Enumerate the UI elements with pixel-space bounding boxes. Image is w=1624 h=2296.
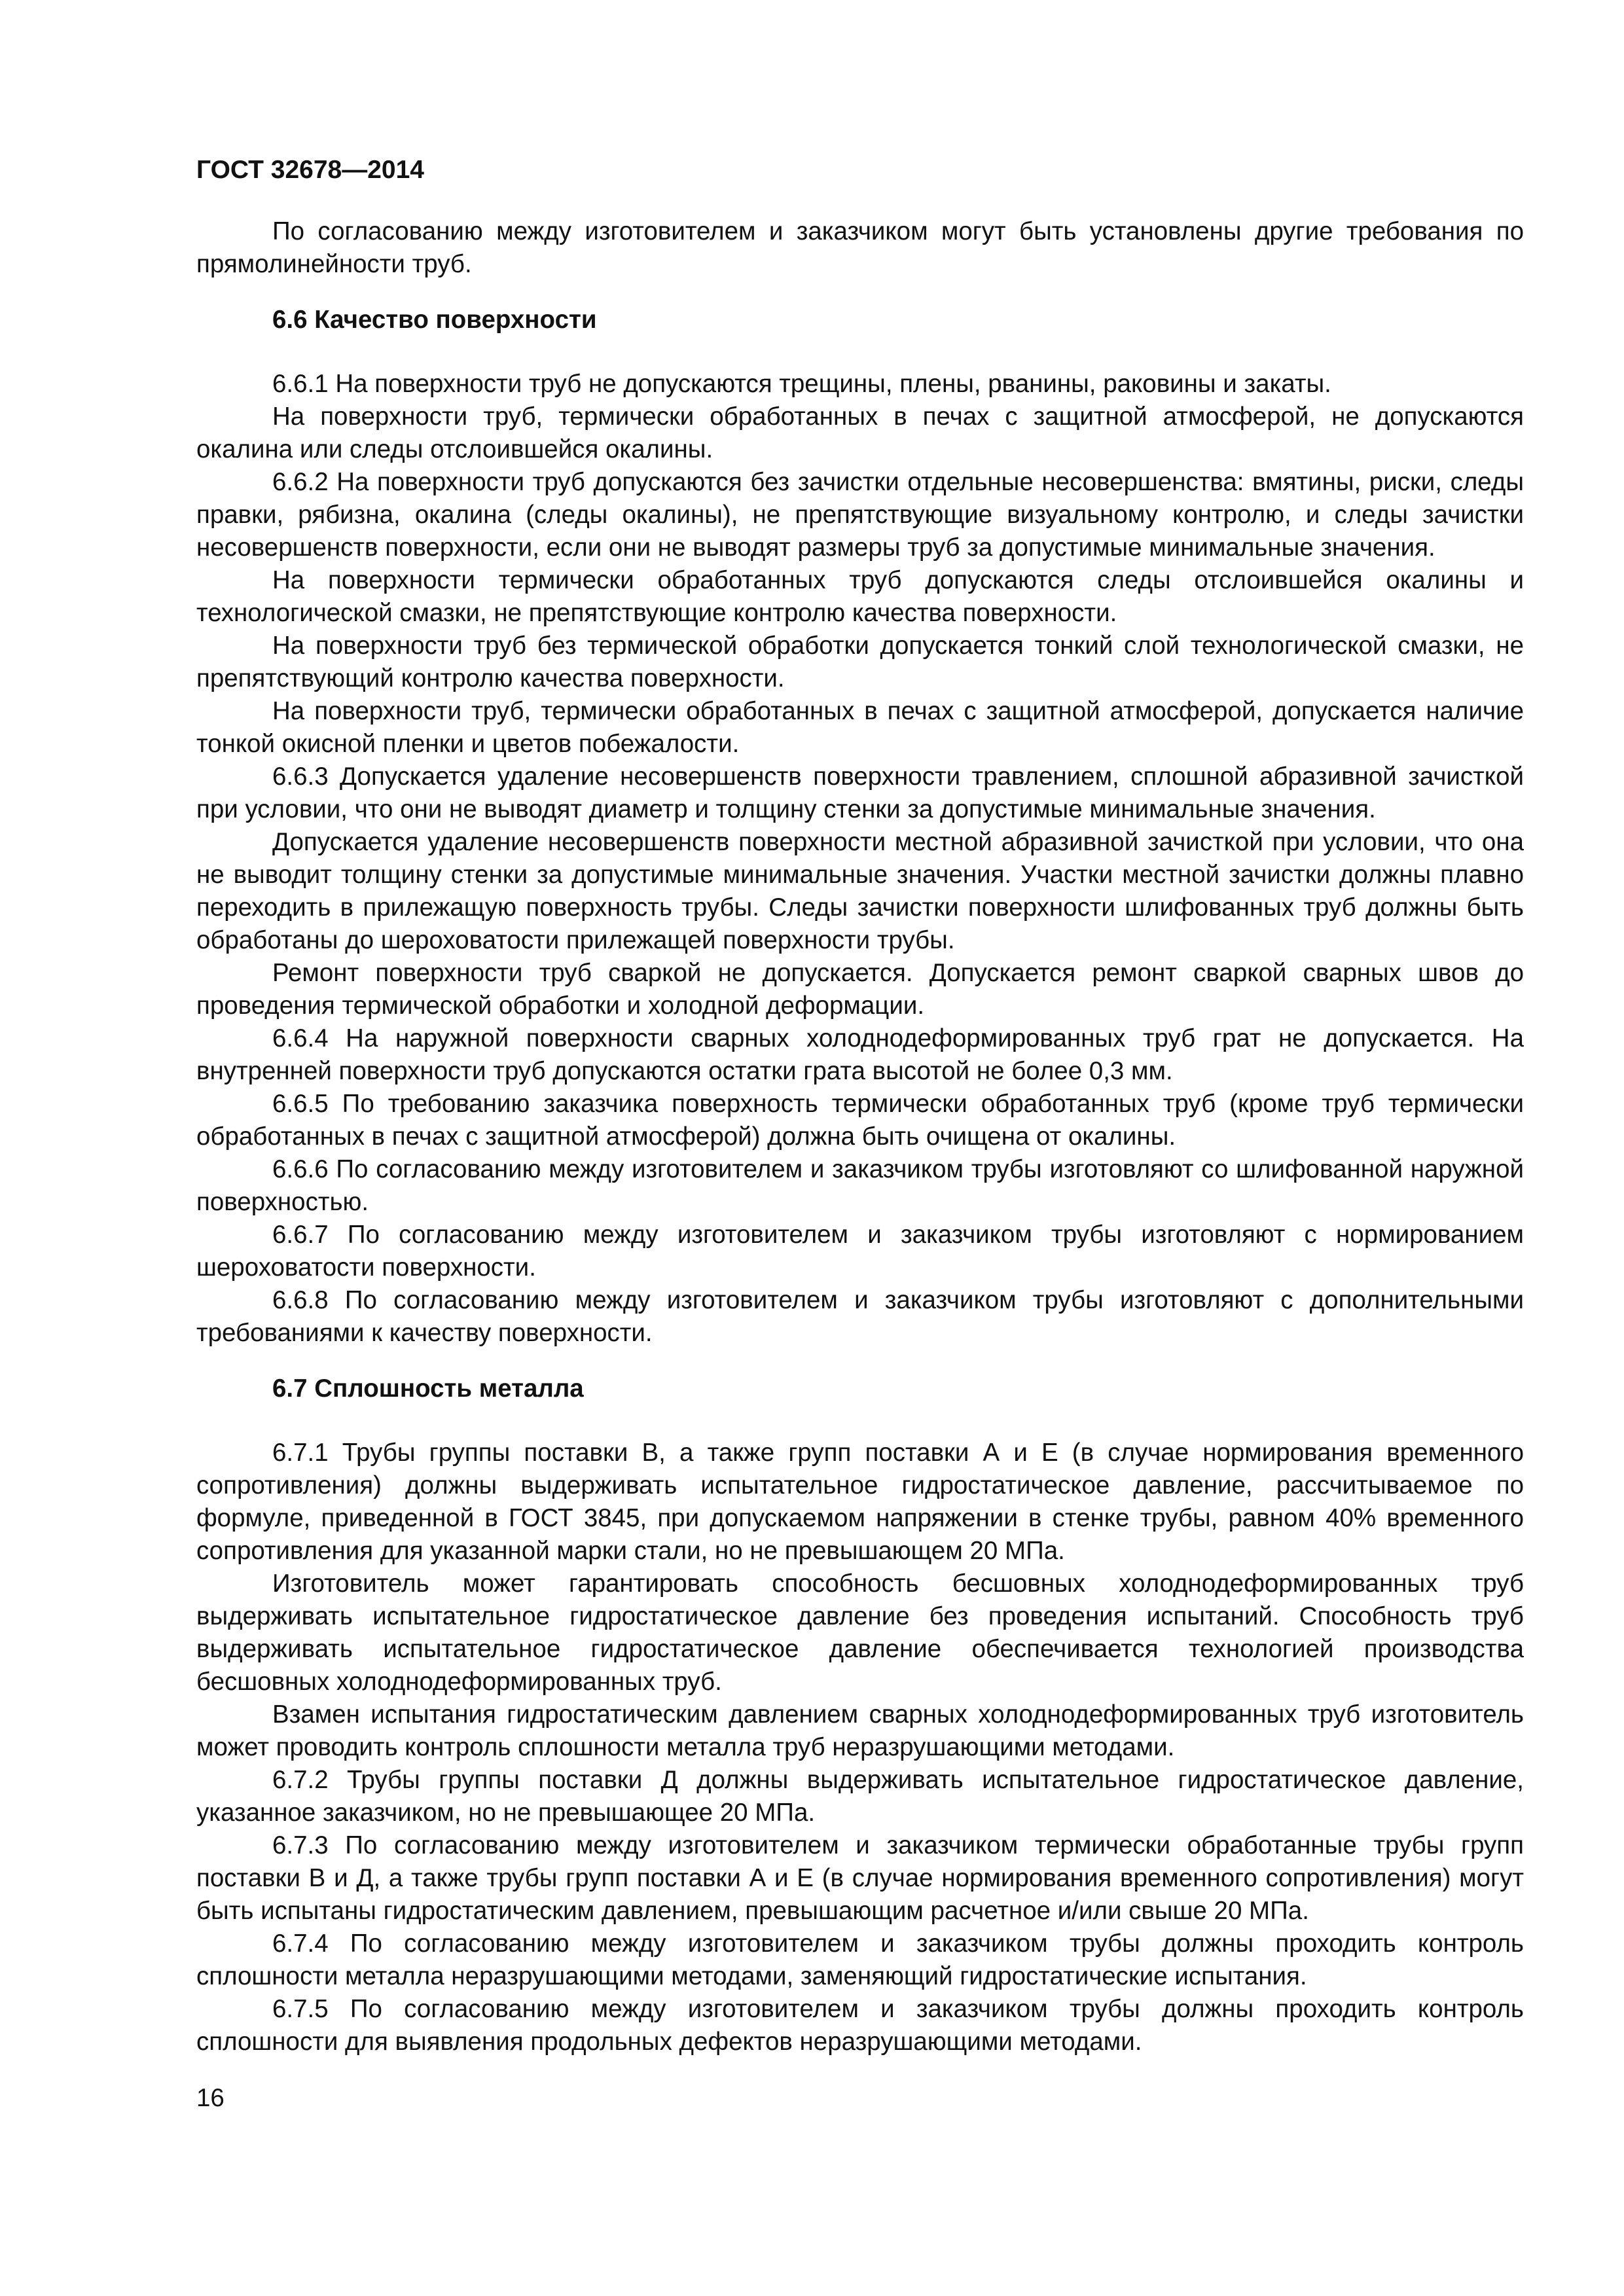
paragraph-6-6-8: 6.6.8 По согласованию между изготовителем и заказчиком трубы изготовляют с дополнительными требованиями к качеству поверхности. — [196, 1286, 1524, 1347]
paragraph-6-7-2: 6.7.2 Трубы группы поставки Д должны выдерживать испытательное гидростатическое давление, указанное заказчиком, но не превышающее 20 МПа. — [196, 1766, 1524, 1827]
section-heading-6-7: 6.7 Сплошность металла — [272, 1374, 584, 1403]
document-code: ГОСТ 32678—2014 — [196, 156, 424, 184]
paragraph-6-6-7: 6.6.7 По согласованию между изготовителем и заказчиком трубы изготовляют с нормированием шероховатости поверхности. — [196, 1221, 1524, 1282]
paragraph-6-7-1: 6.7.1 Трубы группы поставки В, а также групп поставки А и Е (в случае нормирования временного сопротивления) должны выдерживать испытательное гидростатическое давление, рассчитываемое по формуле, приведенной в ГОСТ 3845, при допускаемом напряжении в стенке трубы, равном 40% временного сопротивления для указанной марки стали, но не превышающем 20 МПа. — [196, 1439, 1524, 1565]
paragraph-6-6-3-cont-b: Ремонт поверхности труб сваркой не допускается. Допускается ремонт сваркой сварных швов до проведения термической обработки и холодной деформации. — [196, 959, 1524, 1020]
paragraph-6-7-5: 6.7.5 По согласованию между изготовителем и заказчиком трубы должны проходить контроль сплошности для выявления продольных дефектов неразрушающими методами. — [196, 1995, 1524, 2056]
intro-paragraph: По согласованию между изготовителем и заказчиком могут быть установлены другие требования по прямолинейности труб. — [196, 217, 1524, 278]
document-page — [196, 154, 1524, 2058]
paragraph-6-7-4: 6.7.4 По согласованию между изготовителем и заказчиком трубы должны проходить контроль сплошности металла неразрушающими методами, заменяющий гидростатические испытания. — [196, 1929, 1524, 1990]
section-heading-6-6: 6.6 Качество поверхности — [272, 306, 597, 334]
page-number: 16 — [196, 2084, 225, 2112]
paragraph-6-6-4: 6.6.4 На наружной поверхности сварных холоднодеформированных труб грат не допускается. На внутренней поверхности труб допускаются остатки грата высотой не более 0,3 мм. — [196, 1024, 1524, 1085]
paragraph-6-6-1-cont: На поверхности труб, термически обработанных в печах с защитной атмосферой, не допускаются окалина или следы отслоившейся окалины. — [196, 403, 1524, 463]
paragraph-6-6-6: 6.6.6 По согласованию между изготовителем и заказчиком трубы изготовляют со шлифованной наружной поверхностью. — [196, 1155, 1524, 1216]
paragraph-6-6-2-cont-b: На поверхности труб без термической обработки допускается тонкий слой технологической смазки, не препятствующий контролю качества поверхности. — [196, 632, 1524, 692]
paragraph-6-7-1-cont-a: Изготовитель может гарантировать способность бесшовных холоднодеформированных труб выдерживать испытательное гидростатическое давление без проведения испытаний. Способность труб выдерживать испытательное гидростатическое давление обеспечивается технологией производства бесшовных холоднодеформированных труб. — [196, 1570, 1524, 1696]
paragraph-6-6-3: 6.6.3 Допускается удаление несовершенств поверхности травлением, сплошной абразивной зачисткой при условии, что они не выводят диаметр и толщину стенки за допустимые минимальные значения. — [196, 762, 1524, 823]
paragraph-6-6-1: 6.6.1 На поверхности труб не допускаются трещины, плены, рванины, раковины и закаты. — [272, 370, 1331, 398]
paragraph-6-7-1-cont-b: Взамен испытания гидростатическим давлением сварных холоднодеформированных труб изготовитель может проводить контроль сплошности металла труб неразрушающими методами. — [196, 1700, 1524, 1761]
paragraph-6-6-3-cont-a: Допускается удаление несовершенств поверхности местной абразивной зачисткой при условии, что она не выводит толщину стенки за допустимые минимальные значения. Участки местной зачистки должны плавно переходить в прилежащую поверхность трубы. Следы зачистки поверхности шлифованных труб должны быть обработаны до шероховатости прилежащей поверхности трубы. — [196, 828, 1524, 954]
paragraph-6-6-5: 6.6.5 По требованию заказчика поверхность термически обработанных труб (кроме труб термически обработанных в печах с защитной атмосферой) должна быть очищена от окалины. — [196, 1090, 1524, 1151]
paragraph-6-6-2-cont-a: На поверхности термически обработанных труб допускаются следы отслоившейся окалины и технологической смазки, не препятствующие контролю качества поверхности. — [196, 566, 1524, 627]
paragraph-6-6-2-cont-c: На поверхности труб, термически обработанных в печах с защитной атмосферой, допускается наличие тонкой окисной пленки и цветов побежалости. — [196, 697, 1524, 758]
paragraph-6-7-3: 6.7.3 По согласованию между изготовителем и заказчиком термически обработанные трубы групп поставки В и Д, а также трубы групп поставки А и Е (в случае нормирования временного сопротивления) могут быть испытаны гидростатическим давлением, превышающим расчетное и/или свыше 20 МПа. — [196, 1831, 1524, 1925]
paragraph-6-6-2: 6.6.2 На поверхности труб допускаются без зачистки отдельные несовершенства: вмятины, риски, следы правки, рябизна, окалина (следы окалины), не препятствующие визуальному контролю, и следы зачистки несовершенств поверхности, если они не выводят размеры труб за допустимые минимальные значения. — [196, 468, 1524, 562]
